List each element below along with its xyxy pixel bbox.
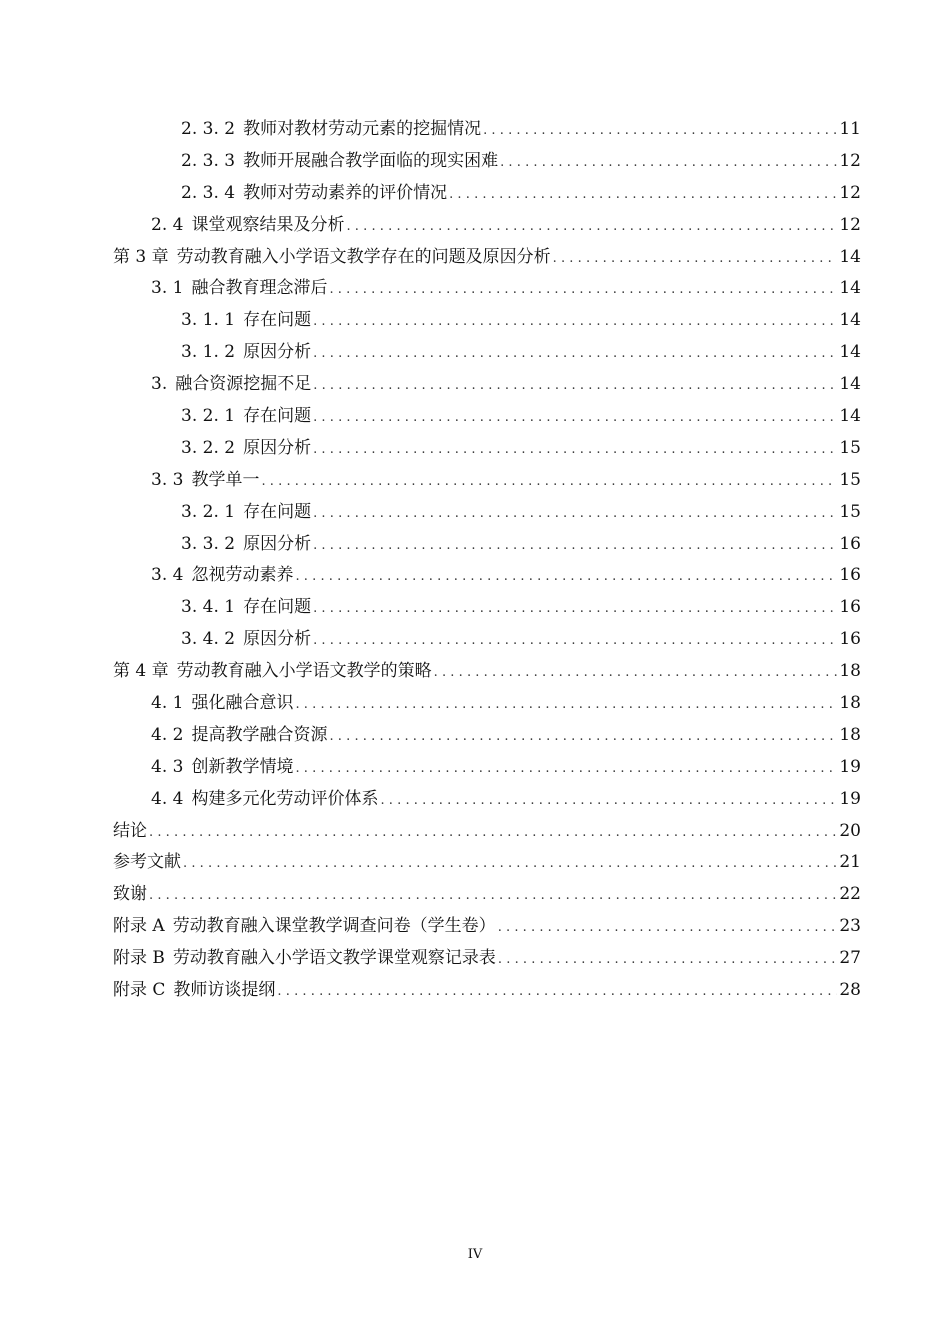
- toc-entry-page: 15: [839, 501, 861, 522]
- toc-entry-number: 3. 3. 2: [181, 533, 236, 554]
- toc-entry-title: 教师对劳动素养的评价情况: [243, 182, 448, 203]
- toc-entry-page: 14: [839, 246, 861, 267]
- dot-leader: [183, 848, 837, 880]
- dot-leader: [313, 625, 837, 657]
- dot-leader: [313, 370, 837, 402]
- toc-entry[interactable]: [113, 497, 861, 529]
- toc-entry-title: 存在问题: [243, 597, 312, 618]
- toc-entry-title: 原因分析: [243, 437, 312, 458]
- toc-entry-number: 3. 1: [151, 278, 184, 299]
- toc-entry[interactable]: [113, 720, 861, 752]
- toc-entry-page: 15: [839, 437, 861, 458]
- toc-entry[interactable]: [113, 847, 861, 879]
- toc-entry-title: 存在问题: [243, 310, 312, 331]
- toc-entry-page: 21: [839, 852, 861, 873]
- toc-entry-title: 原因分析: [243, 533, 312, 554]
- table-of-contents: [113, 114, 861, 1007]
- toc-entry-number: 第 3 章: [113, 246, 169, 267]
- dot-leader: [313, 402, 837, 434]
- toc-entry-number: 2. 3. 3: [181, 150, 236, 171]
- dot-leader: [149, 817, 837, 849]
- toc-entry-page: 12: [839, 182, 861, 203]
- toc-entry-title: 结论: [113, 820, 147, 841]
- toc-entry-page: 14: [839, 310, 861, 331]
- toc-entry-page: 14: [839, 374, 861, 395]
- dot-leader: [434, 657, 838, 689]
- toc-entry-title: 忽视劳动素养: [191, 565, 294, 586]
- dot-leader: [380, 785, 837, 817]
- toc-entry[interactable]: [113, 305, 861, 337]
- toc-entry-title: 参考文献: [113, 852, 181, 873]
- toc-entry-number: 3. 4. 2: [181, 629, 236, 650]
- toc-entry[interactable]: [113, 943, 861, 975]
- toc-entry-number: 3. 4. 1: [181, 597, 236, 618]
- toc-entry-number: 3. 2. 1: [181, 501, 236, 522]
- toc-entry-title: 劳动教育融入小学语文教学的策略: [176, 661, 432, 682]
- toc-entry-number: 2. 3. 4: [181, 182, 236, 203]
- toc-entry[interactable]: [113, 688, 861, 720]
- toc-entry-title: 教师对教材劳动元素的挖掘情况: [243, 119, 482, 139]
- toc-entry-number: 第 4 章: [113, 661, 169, 682]
- toc-entry[interactable]: [113, 401, 861, 433]
- dot-leader: [295, 561, 837, 593]
- toc-entry-title: 创新教学情境: [191, 756, 294, 777]
- toc-entry-page: 14: [839, 342, 861, 363]
- toc-entry[interactable]: [113, 178, 861, 210]
- toc-entry[interactable]: [113, 656, 861, 688]
- toc-entry[interactable]: [113, 146, 861, 178]
- toc-entry[interactable]: [113, 529, 861, 561]
- toc-entry[interactable]: [113, 433, 861, 465]
- toc-entry-title: 课堂观察结果及分析: [191, 214, 345, 235]
- dot-leader: [313, 306, 837, 338]
- toc-entry[interactable]: [113, 210, 861, 242]
- dot-leader: [313, 530, 837, 562]
- toc-entry-number: 3. 4: [151, 565, 184, 586]
- toc-entry-title: 强化融合意识: [191, 693, 294, 714]
- toc-entry-page: 12: [839, 150, 861, 171]
- toc-entry-page: 28: [839, 980, 861, 1001]
- toc-entry-title: 融合资源挖掘不足: [175, 374, 312, 395]
- toc-entry-number: 2. 4: [151, 214, 184, 235]
- toc-entry-page: 14: [839, 278, 861, 299]
- toc-entry-page: 18: [839, 693, 861, 714]
- toc-entry-title: 教学单一: [191, 469, 260, 490]
- toc-entry-title: 原因分析: [243, 342, 312, 363]
- toc-entry-number: 4. 1: [151, 693, 184, 714]
- toc-entry[interactable]: [113, 975, 861, 1007]
- toc-entry[interactable]: [113, 337, 861, 369]
- dot-leader: [295, 753, 837, 785]
- toc-entry-page: 22: [839, 884, 861, 905]
- toc-entry-page: 19: [839, 788, 861, 809]
- toc-entry-page: 16: [839, 565, 861, 586]
- toc-entry-number: 3.: [151, 374, 168, 395]
- toc-entry-title: 致谢: [113, 884, 147, 905]
- dot-leader: [261, 466, 837, 498]
- toc-entry-number: 3. 1. 2: [181, 342, 236, 363]
- dot-leader: [500, 147, 837, 179]
- toc-entry-number: 4. 3: [151, 756, 184, 777]
- dot-leader: [149, 880, 837, 912]
- toc-entry-title: 提高教学融合资源: [191, 724, 328, 745]
- dot-leader: [313, 338, 837, 370]
- toc-entry-number: 4. 2: [151, 724, 184, 745]
- toc-entry-page: 16: [839, 533, 861, 554]
- toc-entry-page: 12: [839, 214, 861, 235]
- dot-leader: [295, 689, 837, 721]
- toc-entry[interactable]: [113, 560, 861, 592]
- toc-entry-number: 4. 4: [151, 788, 184, 809]
- dot-leader: [313, 593, 837, 625]
- toc-entry[interactable]: [113, 624, 861, 656]
- toc-entry-number: 附录 B: [113, 948, 165, 969]
- toc-entry-page: 14: [839, 406, 861, 427]
- dot-leader: [553, 243, 838, 275]
- toc-entry[interactable]: [113, 242, 861, 274]
- dot-leader: [313, 498, 837, 530]
- dot-leader: [449, 179, 837, 211]
- toc-entry-title: 存在问题: [243, 406, 312, 427]
- toc-entry-page: 27: [839, 948, 861, 969]
- toc-entry[interactable]: [113, 816, 861, 848]
- toc-entry-page: 20: [839, 820, 861, 841]
- toc-entry-title: 劳动教育融入课堂教学调查问卷（学生卷）: [172, 916, 496, 937]
- toc-entry-page: 19: [839, 756, 861, 777]
- dot-leader: [329, 721, 837, 753]
- toc-entry[interactable]: [113, 465, 861, 497]
- toc-entry-number: 3. 3: [151, 469, 184, 490]
- toc-entry-page: 18: [839, 724, 861, 745]
- toc-entry-title: 构建多元化劳动评价体系: [191, 788, 379, 809]
- toc-entry-title: 教师访谈提纲: [173, 980, 276, 1001]
- toc-entry-number: 3. 2. 2: [181, 437, 236, 458]
- dot-leader: [313, 434, 837, 466]
- toc-entry-page: 11: [839, 119, 861, 139]
- dot-leader: [498, 912, 838, 944]
- toc-entry[interactable]: [113, 273, 861, 305]
- dot-leader: [346, 211, 837, 243]
- toc-entry-number: 3. 1. 1: [181, 310, 236, 331]
- toc-entry-number: 附录 A: [113, 916, 165, 937]
- toc-entry-title: 劳动教育融入小学语文教学存在的问题及原因分析: [176, 246, 551, 267]
- toc-entry-page: 16: [839, 629, 861, 650]
- toc-entry[interactable]: [113, 592, 861, 624]
- toc-entry-number: 附录 C: [113, 980, 166, 1001]
- toc-entry[interactable]: [113, 784, 861, 816]
- toc-entry-title: 存在问题: [243, 501, 312, 522]
- toc-entry-page: 15: [839, 469, 861, 490]
- dot-leader: [498, 944, 837, 976]
- toc-entry-page: 16: [839, 597, 861, 618]
- toc-entry[interactable]: [113, 752, 861, 784]
- toc-entry-number: 3. 2. 1: [181, 406, 236, 427]
- dot-leader: [483, 115, 837, 147]
- dot-leader: [277, 976, 837, 1008]
- toc-entry[interactable]: [113, 369, 861, 401]
- toc-entry[interactable]: [113, 114, 861, 146]
- toc-entry[interactable]: [113, 879, 861, 911]
- toc-entry-title: 融合教育理念滞后: [191, 278, 328, 299]
- toc-entry-title: 劳动教育融入小学语文教学课堂观察记录表: [172, 948, 496, 969]
- toc-entry-title: 教师开展融合教学面临的现实困难: [243, 150, 499, 171]
- dot-leader: [329, 274, 837, 306]
- page-number-footer: IV: [467, 1247, 483, 1262]
- toc-entry-number: 2. 3. 2: [181, 119, 236, 139]
- toc-entry[interactable]: [113, 911, 861, 943]
- toc-entry-page: 18: [839, 661, 861, 682]
- toc-entry-title: 原因分析: [243, 629, 312, 650]
- toc-entry-page: 23: [839, 916, 861, 937]
